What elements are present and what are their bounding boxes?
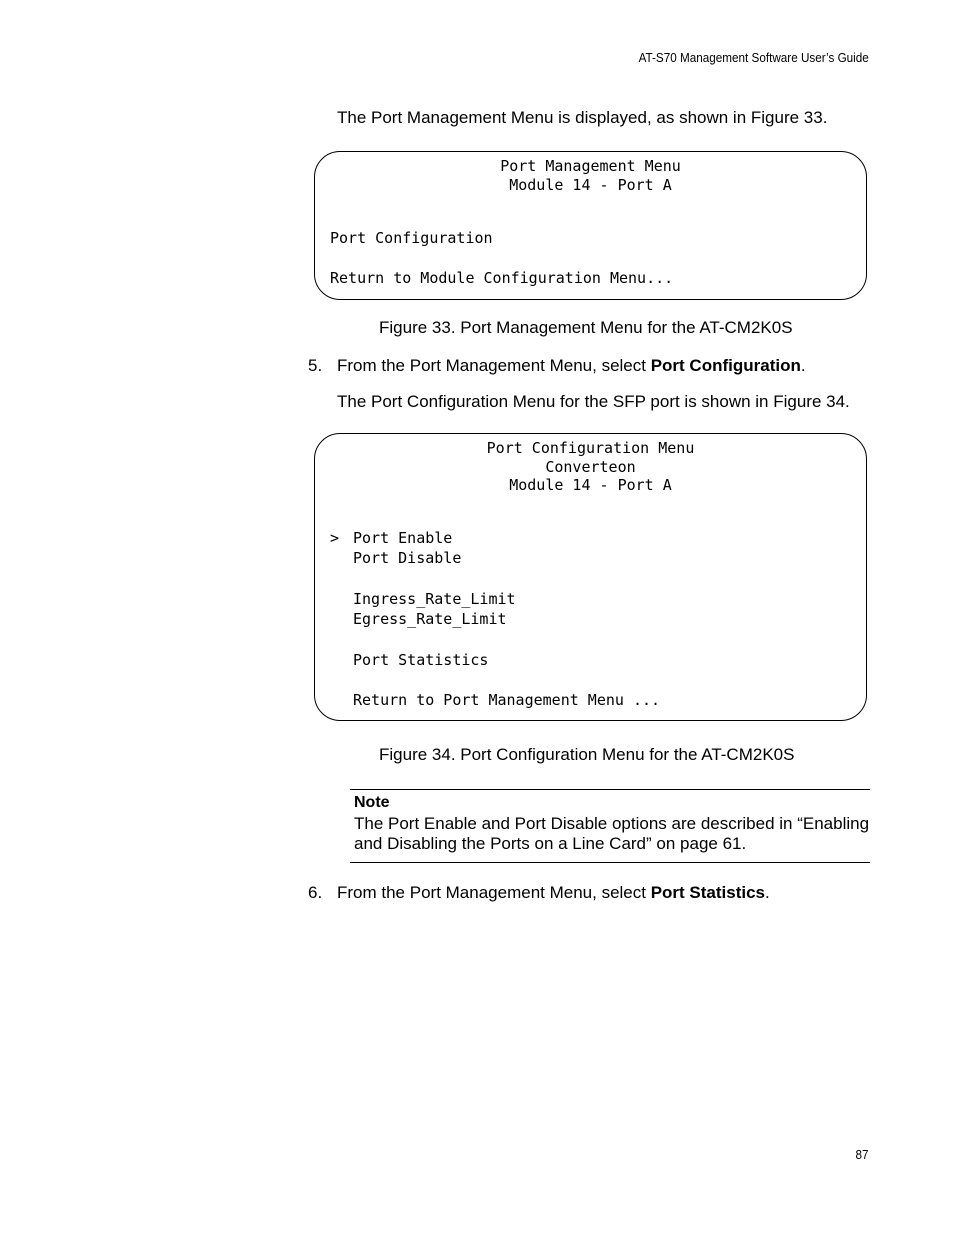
step-5-number: 5. bbox=[308, 356, 323, 375]
fig34-subtitle: Converteon bbox=[545, 458, 636, 476]
note-top-rule bbox=[350, 789, 870, 790]
fig34-module: Module 14 - Port A bbox=[509, 476, 672, 494]
note-bottom-rule bbox=[350, 862, 870, 863]
fig34-item-port-disable: Port Disable bbox=[353, 549, 462, 567]
note-heading: Note bbox=[354, 794, 390, 811]
fig33-menu-item-port-configuration: Port Configuration bbox=[330, 229, 493, 247]
fig34-item-return: Return to Port Management Menu ... bbox=[353, 691, 661, 709]
step-6-bold: Port Statistics bbox=[650, 883, 766, 902]
intro-paragraph: The Port Management Menu is displayed, as shown in Figure 33. bbox=[337, 108, 828, 127]
note-line-1: The Port Enable and Port Disable options are described in “Enabling bbox=[354, 814, 870, 833]
step-5-followup: The Port Configuration Menu for the SFP port is shown in Figure 34. bbox=[337, 392, 850, 411]
figure-34-caption: Figure 34. Port Configuration Menu for the AT-CM2K0S bbox=[379, 745, 795, 764]
step-5-text: From the Port Management Menu, select Port Configuration. bbox=[337, 356, 806, 375]
step-6-number: 6. bbox=[308, 883, 323, 902]
fig33-title: Port Management Menu bbox=[500, 157, 681, 175]
fig33-subtitle: Module 14 - Port A bbox=[509, 176, 672, 194]
fig34-title: Port Configuration Menu bbox=[486, 439, 695, 457]
running-header: AT-S70 Management Software User’s Guide bbox=[638, 50, 869, 65]
figure-33-caption: Figure 33. Port Management Menu for the AT-CM2K0S bbox=[379, 318, 793, 337]
fig34-item-port-enable: Port Enable bbox=[353, 529, 453, 547]
page-number: 87 bbox=[854, 1147, 868, 1162]
fig34-cursor: > bbox=[330, 529, 340, 547]
figure-34-screen bbox=[314, 433, 867, 721]
fig34-item-egress-rate-limit: Egress_Rate_Limit bbox=[353, 610, 507, 628]
step-5-bold: Port Configuration bbox=[650, 356, 801, 375]
figure-33-screen bbox=[314, 151, 867, 300]
fig34-item-ingress-rate-limit: Ingress_Rate_Limit bbox=[353, 590, 516, 608]
fig33-menu-item-return: Return to Module Configuration Menu... bbox=[330, 269, 674, 287]
fig34-item-port-statistics: Port Statistics bbox=[353, 651, 489, 669]
note-line-2: and Disabling the Ports on a Line Card” on page 61. bbox=[354, 834, 747, 853]
step-6-text: From the Port Management Menu, select Port Statistics. bbox=[337, 883, 770, 902]
